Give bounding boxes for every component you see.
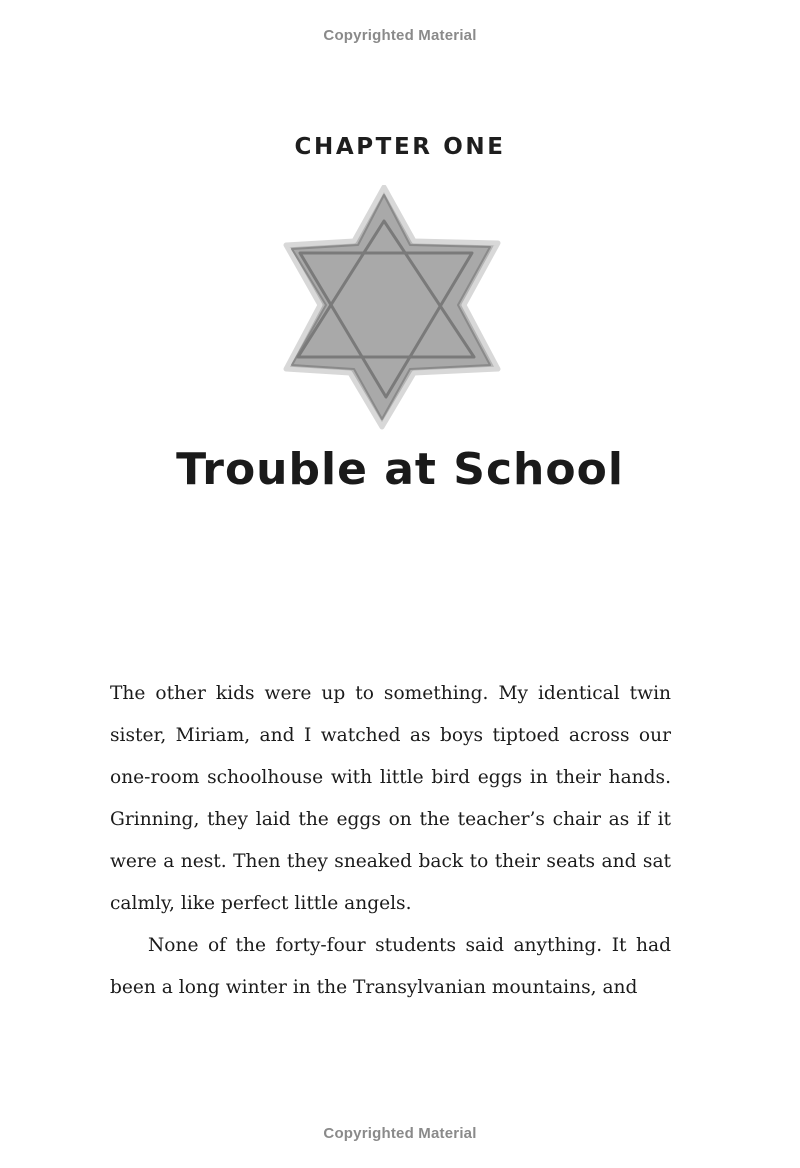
copyright-watermark-top: Copyrighted Material: [323, 27, 477, 44]
chapter-title: Trouble at School: [176, 444, 624, 495]
paragraph: The other kids were up to something. My identical twin sister, Miriam, and I watched as boys tiptoed across our one-room schoolhouse with little bird eggs in their hands. Grinning, they laid the eggs on the teacher’s chair as if it were a nest. Then they sneaked back to their seats and sat calmly, like perfect little angels.: [110, 683, 671, 914]
chapter-body-text: [110, 673, 671, 1009]
paragraph: None of the forty-four students said anything. It had been a long winter in the Transylvanian mountains, and: [110, 935, 671, 998]
star-of-david-icon: [282, 185, 502, 430]
copyright-watermark-bottom: Copyrighted Material: [323, 1125, 477, 1142]
chapter-label: CHAPTER ONE: [294, 134, 506, 160]
